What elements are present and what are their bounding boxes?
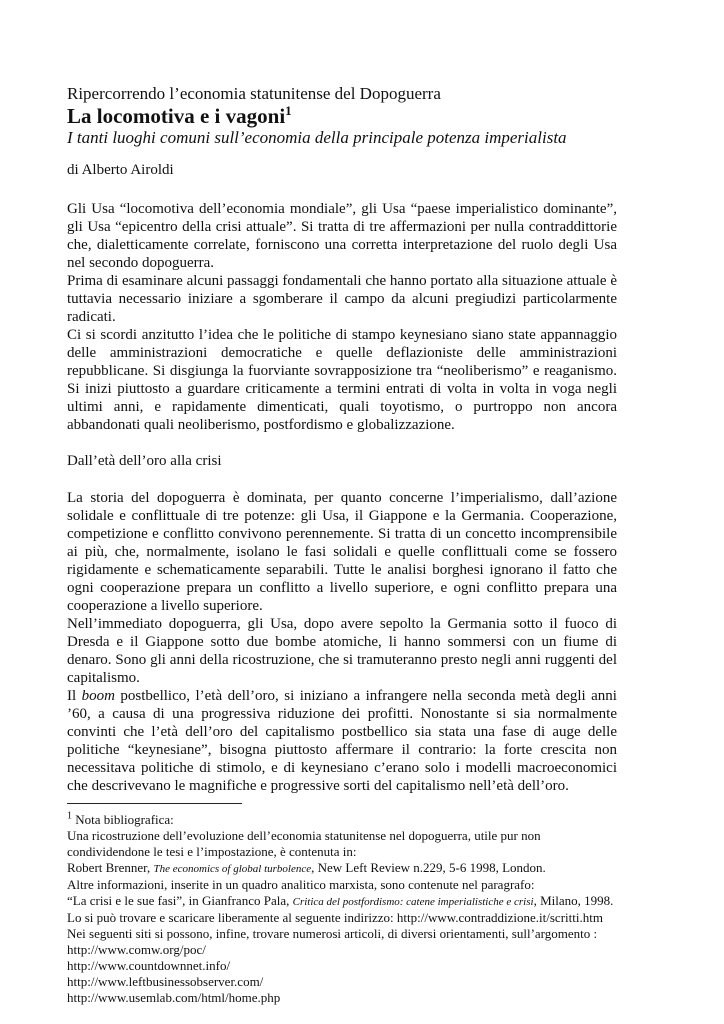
footnote-text: Robert Brenner, — [67, 860, 154, 875]
document-page — [67, 84, 617, 1006]
footnote-link[interactable]: http://www.leftbusinessobserver.com/ — [67, 974, 264, 989]
footnote-block — [67, 812, 617, 1006]
kicker: Ripercorrendo l’economia statunitense del Dopoguerra — [67, 84, 441, 103]
intro-paragraph: Ci si scordi anzitutto l’idea che le politiche di stampo keynesiano siano state appannaggio delle amministrazioni democratiche e quelle deflazioniste delle amministrazioni repubblicane. Si disgiunga la fuorviante sovrapposizione tra “neoliberismo” e reaganismo. Si inizi piuttosto a guardare criticamente a termini entrati di volta in volta in voga negli ultimi anni, e rapidamente dimenticati, quali toyotismo, o purtroppo non ancora abbandonati quali neoliberismo, postfordismo e globalizzazione. — [67, 327, 617, 433]
footnote-line: Altre informazioni, inserite in un quadro analitico marxista, sono contenute nel paragrafo: — [67, 877, 535, 892]
footnote-line: Nei seguenti siti si possono, infine, trovare numerosi articoli, di diversi orientamenti, sull’argomento : — [67, 926, 598, 941]
footnote-divider — [67, 803, 242, 804]
section-paragraph: La storia del dopoguerra è dominata, per quanto concerne l’imperialismo, dall’azione solidale e conflittuale di tre potenze: gli Usa, il Giappone e la Germania. Cooperazione, competizione e conflitto convivono perennemente. Si tratta di un concetto incomprensibile ai più, che, normalmente, isolano le fasi solidali e quelle conflittuali come se fossero rigidamente e schematicamente separabili. Tutte le analisi borghesi ignorano il fatto che ogni cooperazione prepara un conflitto a livello superiore, e ogni conflitto prepara una cooperazione a livello superiore. — [67, 490, 617, 614]
footnote-heading — [67, 812, 617, 828]
citation-title: Critica del postfordismo: catene imperialistiche e crisi — [292, 896, 534, 908]
footnote-link[interactable]: http://www.comw.org/poc/ — [67, 942, 206, 957]
intro-paragraph: Gli Usa “locomotiva dell’economia mondiale”, gli Usa “paese imperialistico dominante”, gli Usa “epicentro della crisi attuale”. Si tratta di tre affermazioni per nulla contraddittorie che, dialetticamente correlate, forniscono una corretta interpretazione del ruolo degli Usa nel secondo dopoguerra. — [67, 201, 617, 271]
section-body — [67, 489, 617, 795]
footnote-mark: 1 — [67, 810, 72, 822]
footnote-title: Nota bibliografica: — [72, 812, 174, 827]
section-heading: Dall’età dell’oro alla crisi — [67, 453, 222, 469]
subtitle: I tanti luoghi comuni sull’economia della principale potenza imperialista — [67, 128, 567, 147]
footnote-text: “La crisi e le sue fasi”, in Gianfranco Pala, — [67, 893, 293, 908]
intro-body — [67, 200, 617, 434]
emphasis-boom: boom — [81, 688, 115, 704]
section-paragraph — [67, 687, 617, 795]
paragraph-text: Il — [67, 688, 82, 704]
footnote-text: , Milano, 1998. Lo si può trovare e scaricare liberamente al seguente indirizzo: http://www.contraddizione.it/scritti.htm — [67, 893, 614, 925]
author-line: di Alberto Airoldi — [67, 162, 174, 178]
footnote-link[interactable]: http://www.countdownnet.info/ — [67, 958, 231, 973]
intro-paragraph: Prima di esaminare alcuni passaggi fondamentali che hanno portato alla situazione attuale è tuttavia necessario iniziare a sgomberare il campo da alcuni pregiudizi particolarmente radicati. — [67, 273, 617, 325]
title-text: La locomotiva e i vagoni — [67, 104, 286, 128]
footnote-text: , New Left Review n.229, 5-6 1998, London. — [311, 860, 546, 875]
footnote-line — [67, 893, 617, 926]
footnote-link[interactable]: http://www.usemlab.com/html/home.php — [67, 990, 281, 1005]
footnote-line: Una ricostruzione dell’evoluzione dell’economia statunitense nel dopoguerra, utile pur non condividendone le tesi e l’impostazione, è contenuta in: — [67, 828, 541, 859]
section-paragraph: Nell’immediato dopoguerra, gli Usa, dopo avere sepolto la Germania sotto il fuoco di Dresda e il Giappone sotto due bombe atomiche, li hanno sommersi con un fiume di denaro. Sono gli anni della ricostruzione, che si tramuteranno presto negli anni ruggenti del capitalismo. — [67, 616, 617, 686]
footnote-ref: 1 — [285, 103, 292, 118]
paragraph-text: postbellico, l’età dell’oro, si iniziano a infrangere nella seconda metà degli anni ’60, a causa di una progressiva riduzione dei profitti. Nonostante si sia normalmente convinti che l’età dell’oro del capitalismo postbellico sia stata una fase di auge delle politiche “keynesiane”, bisogna piuttosto affermare il contrario: la forte crescita non necessitava politiche di stimolo, e di keynesiano c’erano solo i modelli macroeconomici che descrivevano le magnifiche e progressive sorti del capitalismo nell’età dell’oro. — [67, 688, 617, 794]
page-title — [67, 104, 617, 128]
citation-title: The economics of global turbolence — [153, 863, 312, 875]
footnote-line — [67, 860, 617, 877]
